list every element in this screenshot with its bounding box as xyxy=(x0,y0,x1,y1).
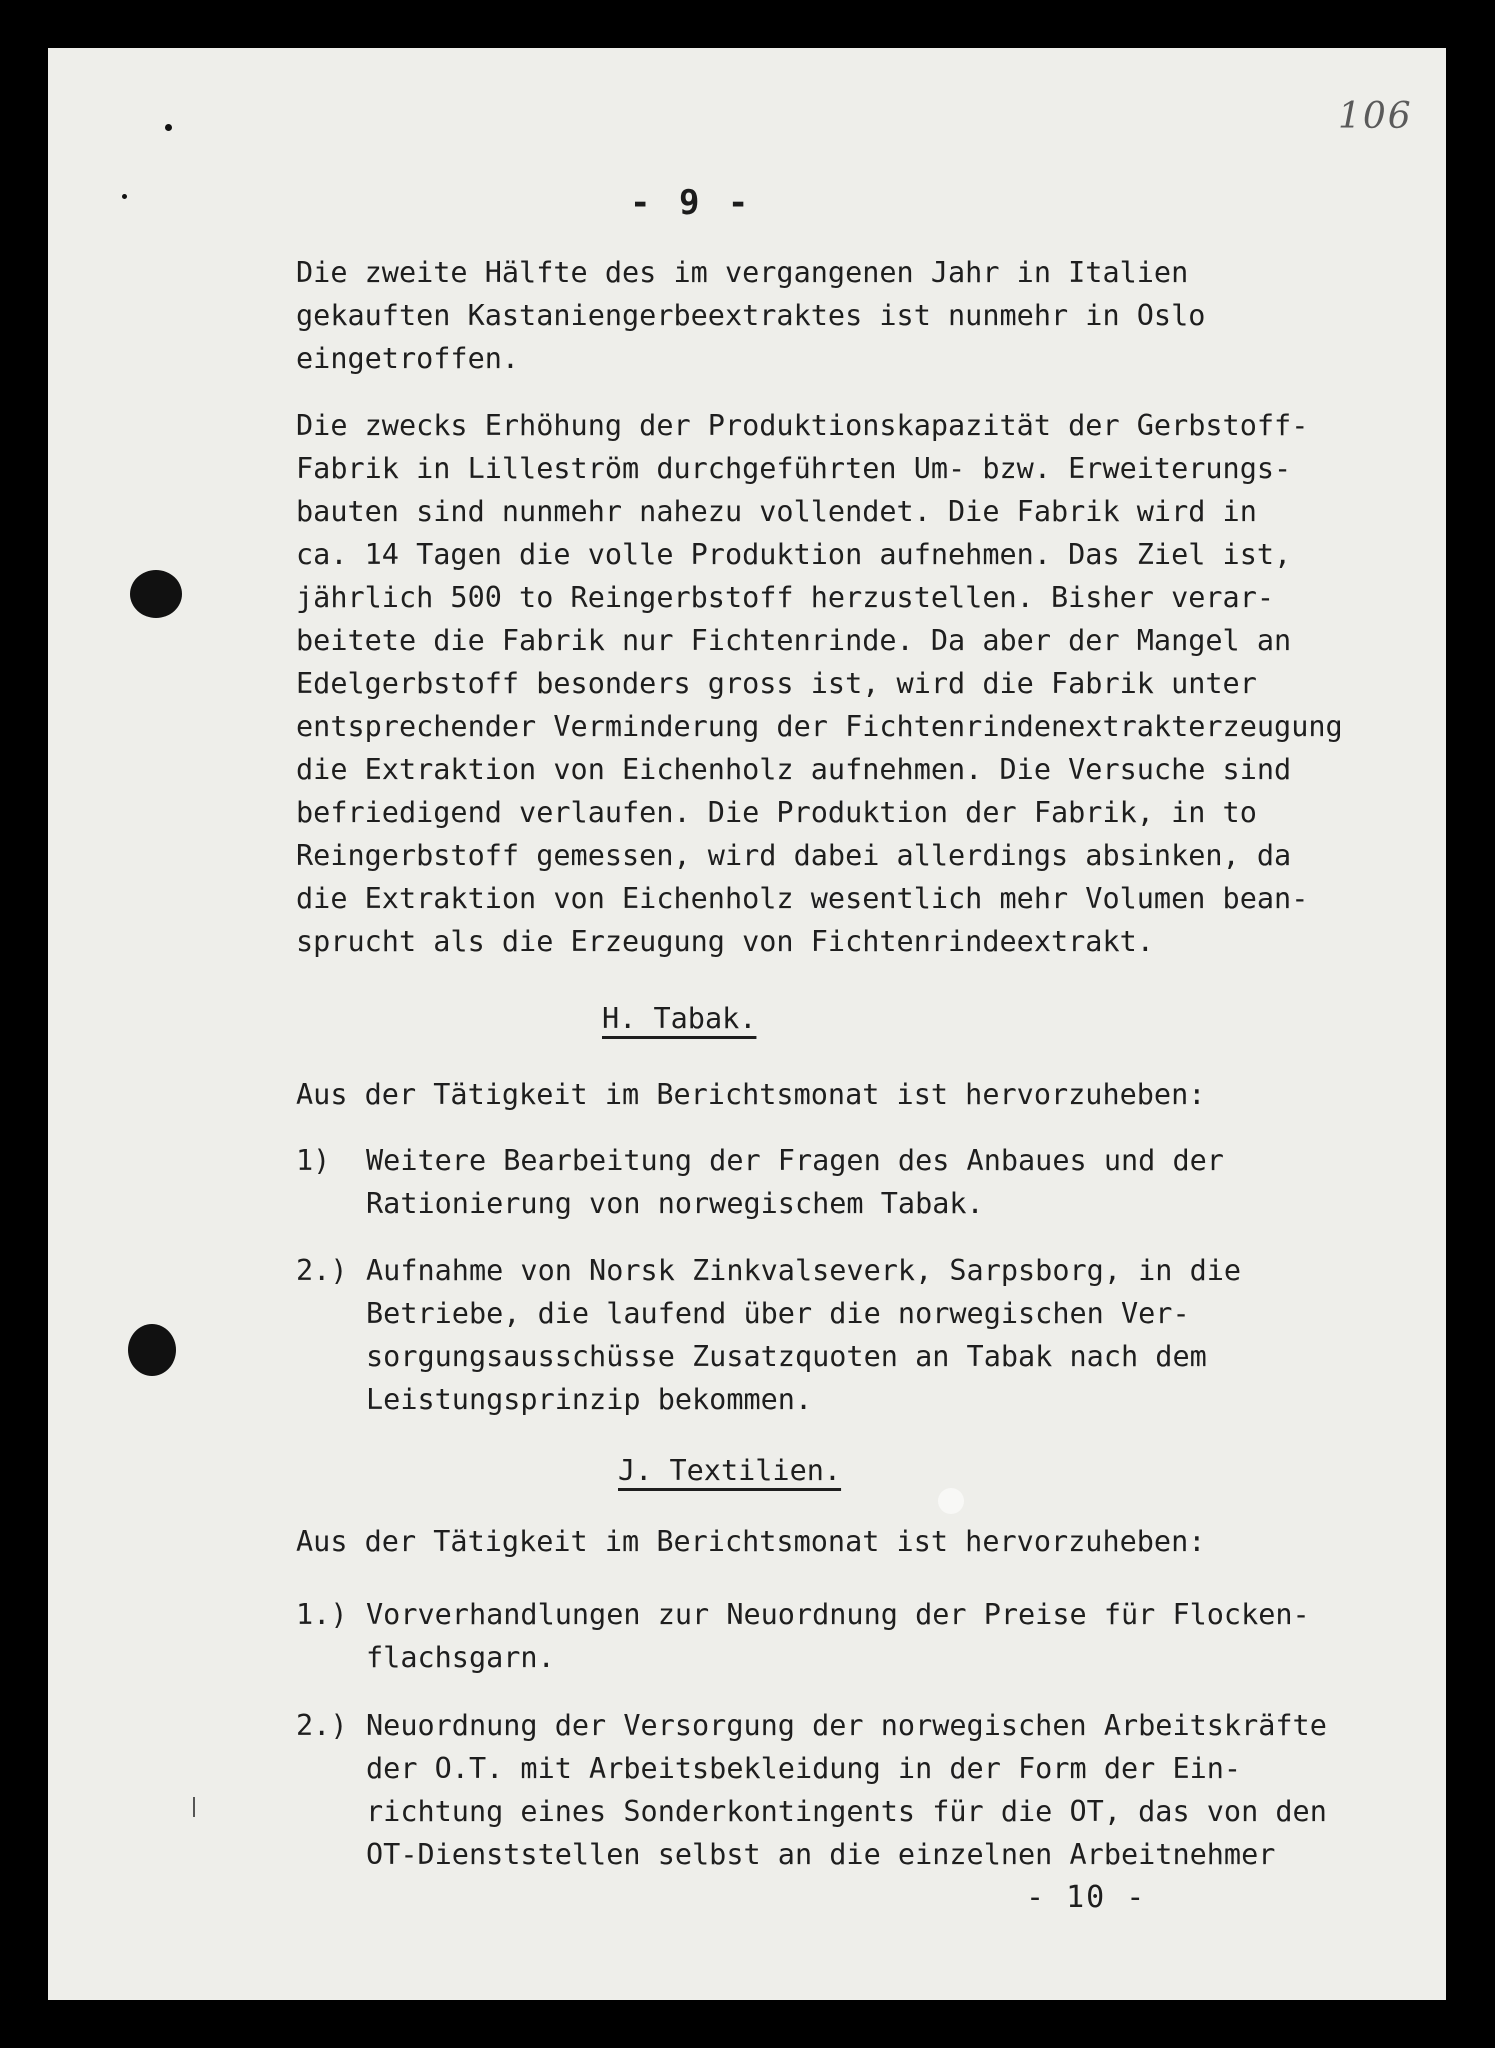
list-number: 1) xyxy=(296,1144,331,1177)
next-page-indicator: - 10 - xyxy=(1026,1880,1147,1915)
list-number: 2.) xyxy=(296,1254,348,1287)
section-heading-tabak: H. Tabak. xyxy=(602,1002,757,1035)
list-item-text: Neuordnung der Versorgung der norwegischen Arbeitskräfte der O.T. mit Arbeitsbekleidung in der Form der Ein- richtung eines Sonderkontingents für die OT, das von den OT-Dienststellen selbst an die einzelnen Arbeitnehmer xyxy=(366,1709,1327,1871)
list-number: 1.) xyxy=(296,1598,348,1631)
list-item xyxy=(296,1593,1310,1674)
archive-page-number: 106 xyxy=(1338,96,1413,137)
punch-mark xyxy=(165,124,172,131)
margin-mark xyxy=(193,1797,195,1817)
paragraph-1: Die zweite Hälfte des im vergangenen Jahr in Italien gekauften Kastaniengerbeextraktes ist nunmehr in Oslo eingetroffen. xyxy=(296,256,1206,375)
punch-mark xyxy=(122,194,127,199)
page-number: - 9 - xyxy=(630,183,753,223)
punch-hole xyxy=(128,1324,176,1376)
section-intro-textilien: Aus der Tätigkeit im Berichtsmonat ist hervorzuheben: xyxy=(296,1525,1206,1558)
list-item-text: Weitere Bearbeitung der Fragen des Anbaues und der Rationierung von norwegischem Tabak. xyxy=(366,1144,1224,1220)
punch-hole xyxy=(130,570,182,618)
list-item xyxy=(296,1249,1242,1416)
list-item xyxy=(296,1704,1327,1871)
paper-spot xyxy=(938,1488,964,1514)
list-item xyxy=(296,1139,1224,1220)
list-item-text: Aufnahme von Norsk Zinkvalseverk, Sarpsborg, in die Betriebe, die laufend über die norwegischen Ver- sorgungsausschüsse Zusatzquoten an Tabak nach dem Leistungsprinzip bekommen. xyxy=(366,1254,1242,1416)
paragraph-2: Die zwecks Erhöhung der Produktionskapazität der Gerbstoff- Fabrik in Lilleström durchgeführten Um- bzw. Erweiterungs- bauten sind nunmehr nahezu vollendet. Die Fabrik wird in ca. 14 Tagen die volle Produktion aufnehmen. Das Ziel ist, jährlich 500 to Reingerbstoff herzustellen. Bisher verar- beitete die Fabrik nur Fichtenrinde. Da aber der Mangel an Edelgerbstoff besonders gross ist, wird die Fabrik unter entsprechender Verminderung der Fichtenrindenextrakterzeugung die Extraktion von Eichenholz aufnehmen. Die Versuche sind befriedigend verlaufen. Die Produktion der Fabrik, in to Reingerbstoff gemessen, wird dabei allerdings absinken, da die Extraktion von Eichenholz wesentlich mehr Volumen bean- sprucht als die Erzeugung von Fichtenrindeextrakt. xyxy=(296,409,1343,958)
section-heading-textilien: J. Textilien. xyxy=(618,1454,842,1487)
list-item-text: Vorverhandlungen zur Neuordnung der Preise für Flocken- flachsgarn. xyxy=(366,1598,1310,1674)
section-intro-tabak: Aus der Tätigkeit im Berichtsmonat ist hervorzuheben: xyxy=(296,1078,1206,1111)
list-number: 2.) xyxy=(296,1709,348,1742)
